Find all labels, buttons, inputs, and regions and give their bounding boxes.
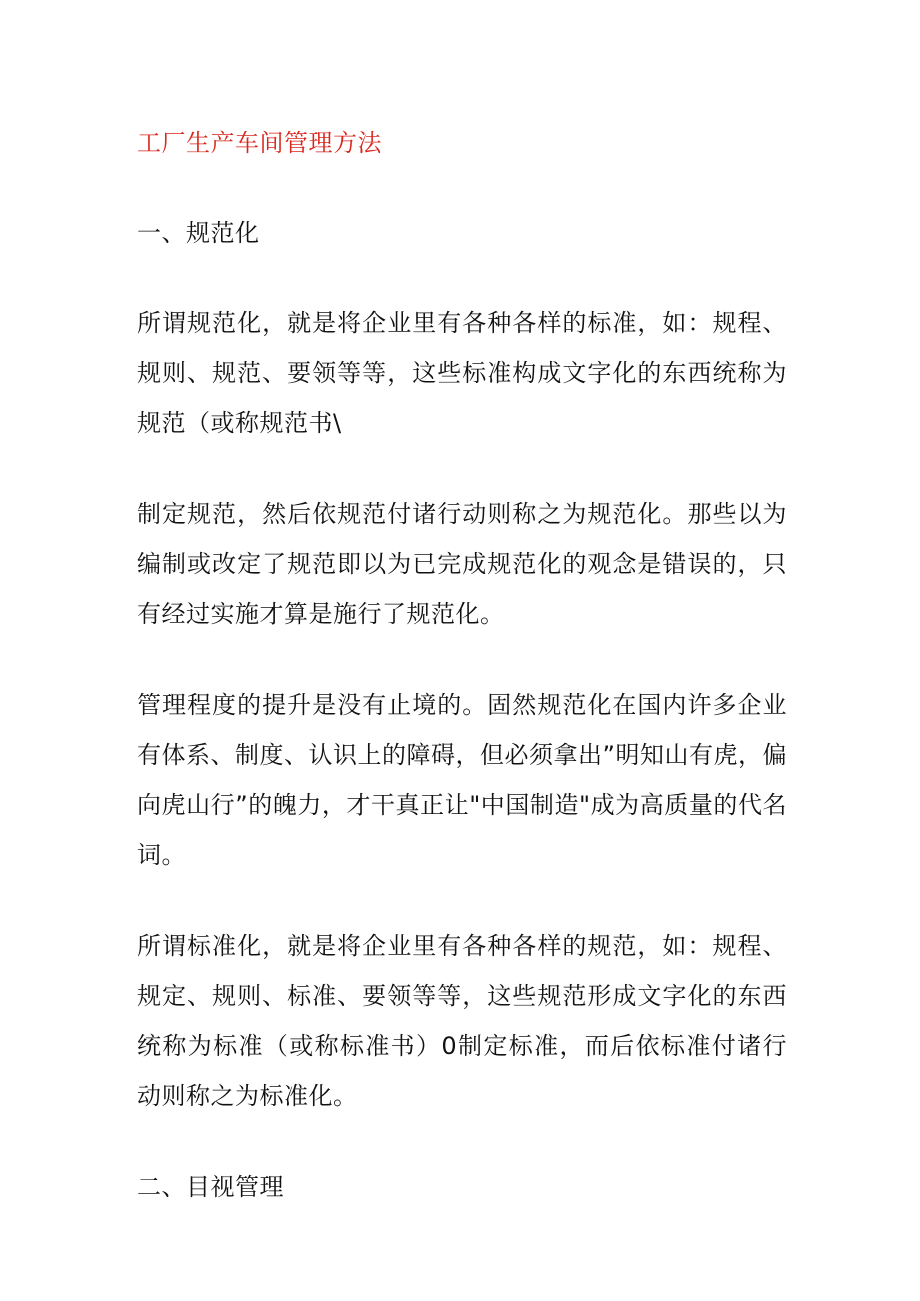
paragraph: 管理程度的提升是没有止境的。固然规范化在国内许多企业有体系、制度、认识上的障碍，但必须拿出”明知山有虎，偏向虎山行”的魄力，才干真正让"中国制造"成为高质量的代名词。 (137, 691, 787, 869)
section-heading-standardization: 一、规范化 (137, 219, 260, 247)
document-body (137, 118, 787, 1252)
paragraph: 制定规范，然后依规范付诸行动则称之为规范化。那些以为编制或改定了规范即以为已完成规范化的观念是错误的，只有经过实施才算是施行了规范化。 (137, 500, 787, 628)
document-title: 工厂生产车间管理方法 (137, 129, 382, 157)
paragraph: 所谓标准化，就是将企业里有各种各样的规范，如：规程、规定、规则、标准、要领等等，这些规范形成文字化的东西统称为标准（或称标准书）0制定标准，而后依标准付诸行动则称之为标准化。 (137, 932, 787, 1110)
section-heading-visual-management: 二、目视管理 (137, 1173, 284, 1201)
paragraph: 所谓规范化，就是将企业里有各种各样的标准，如：规程、规则、规范、要领等等，这些标准构成文字化的东西统称为规范（或称规范书\ (137, 309, 787, 437)
